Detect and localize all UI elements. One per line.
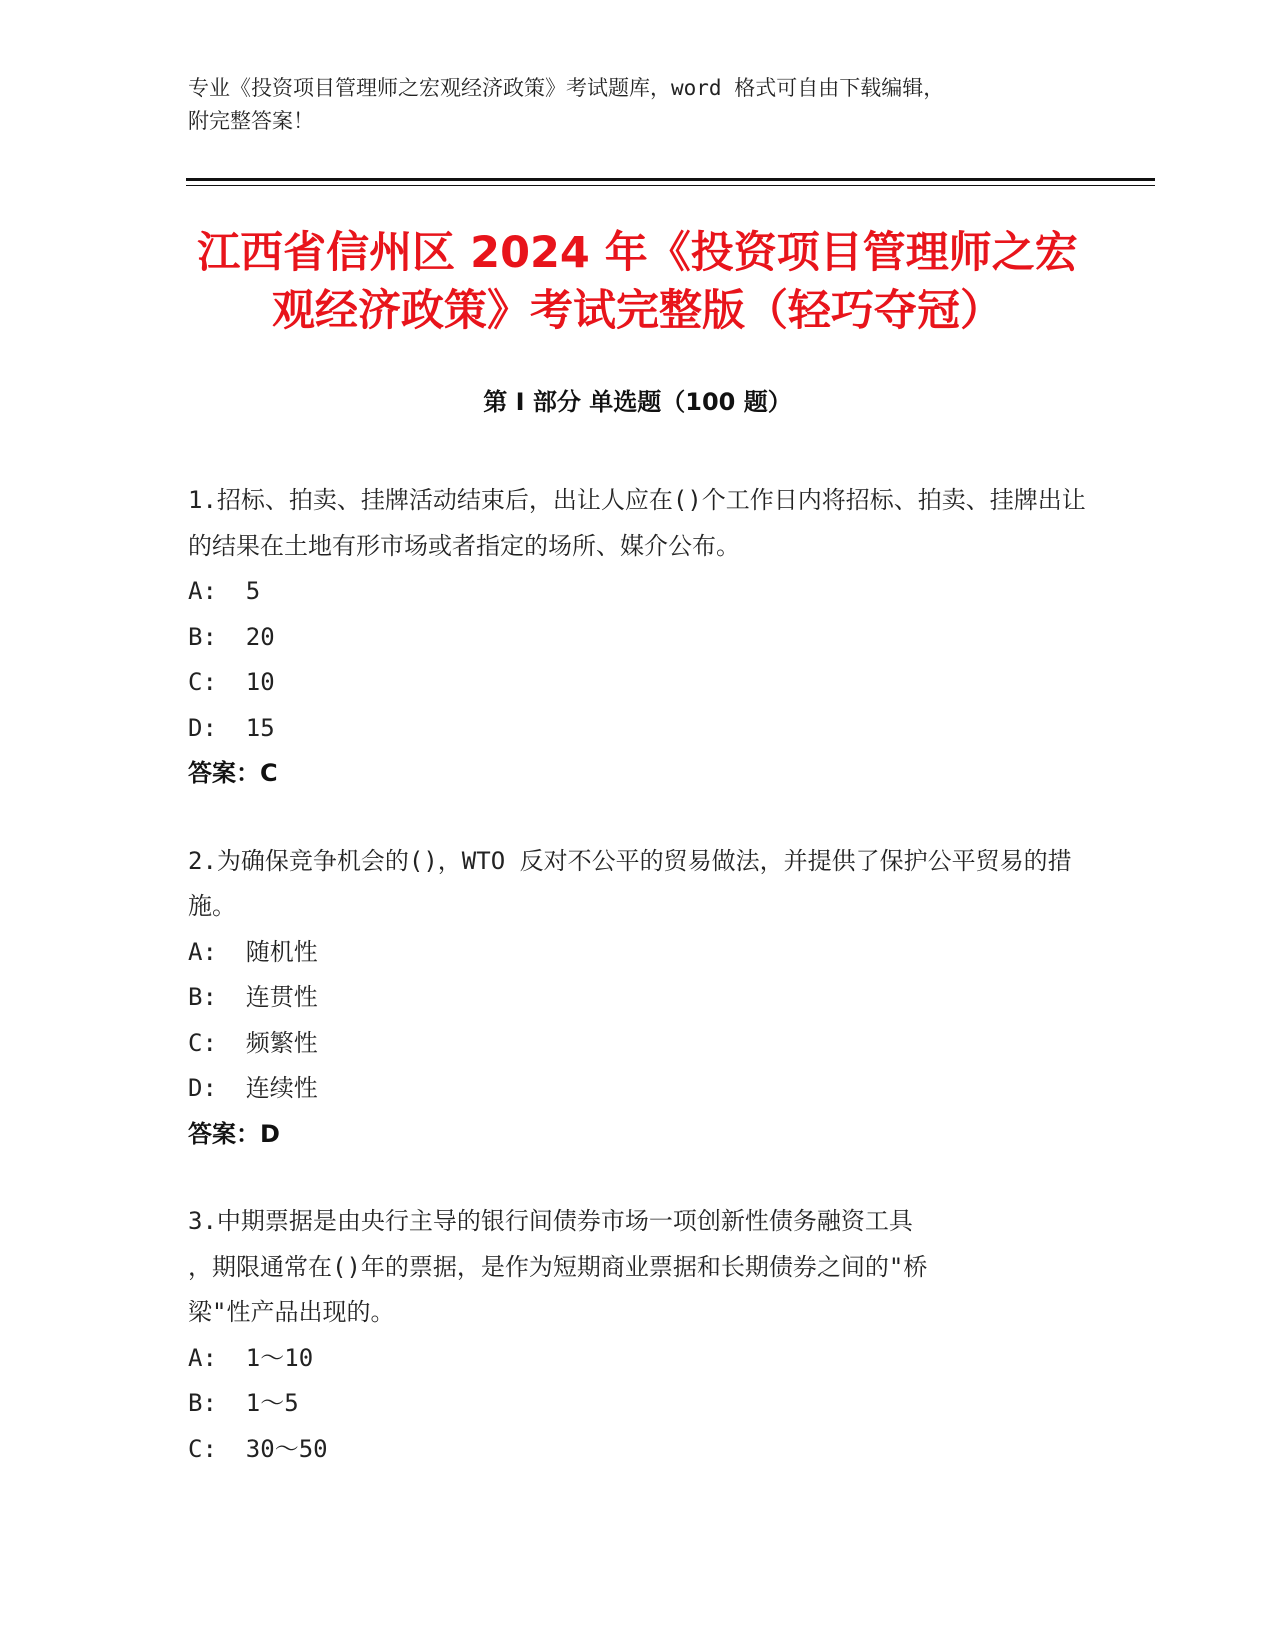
question-list — [188, 478, 1088, 1514]
option-d: D: 连续性 — [188, 1074, 318, 1102]
document-title — [150, 224, 1125, 340]
question-stem-line-1: 3.中期票据是由央行主导的银行间债券市场一项创新性债务融资工具 — [188, 1207, 913, 1235]
header-note-line-1: 专业《投资项目管理师之宏观经济政策》考试题库，word 格式可自由下载编辑， — [188, 76, 945, 100]
header-divider-thin — [186, 185, 1155, 186]
question-1 — [188, 478, 1088, 797]
header-note-line-2: 附完整答案！ — [188, 109, 314, 133]
answer-label: 答案：D — [188, 1119, 280, 1148]
option-b: B: 1～5 — [188, 1389, 299, 1417]
option-c: C: 30～50 — [188, 1434, 328, 1463]
question-stem: 1.招标、拍卖、挂牌活动结束后，出让人应在()个工作日内将招标、拍卖、挂牌出让的结果在土地有形市场或者指定的场所、媒介公布。 — [188, 486, 1086, 560]
answer-label: 答案：C — [188, 759, 278, 787]
question-stem-line-3: 梁"性产品出现的。 — [188, 1298, 395, 1326]
option-c: C: 10 — [188, 668, 275, 696]
header-note — [188, 72, 1088, 138]
option-b: B: 连贯性 — [188, 983, 318, 1011]
question-2 — [188, 839, 1088, 1158]
document-title-line-1: 江西省信州区 2024 年《投资项目管理师之宏 — [197, 228, 1078, 278]
header-divider-thick — [186, 178, 1155, 181]
document-title-line-2: 观经济政策》考试完整版（轻巧夺冠） — [272, 286, 1003, 336]
option-b: B: 20 — [188, 622, 275, 651]
option-a: A: 5 — [188, 577, 261, 605]
question-stem-line-2: ，期限通常在()年的票据，是作为短期商业票据和长期债券之间的"桥 — [188, 1252, 928, 1281]
option-a: A: 随机性 — [188, 937, 318, 966]
option-a: A: 1～10 — [188, 1343, 314, 1372]
option-c: C: 频繁性 — [188, 1028, 318, 1057]
option-d: D: 15 — [188, 713, 275, 742]
section-title: 第 I 部分 单选题（100 题） — [483, 388, 792, 416]
question-3 — [188, 1199, 1088, 1472]
question-stem: 2.为确保竞争机会的()，WTO 反对不公平的贸易做法，并提供了保护公平贸易的措施。 — [188, 846, 1072, 920]
